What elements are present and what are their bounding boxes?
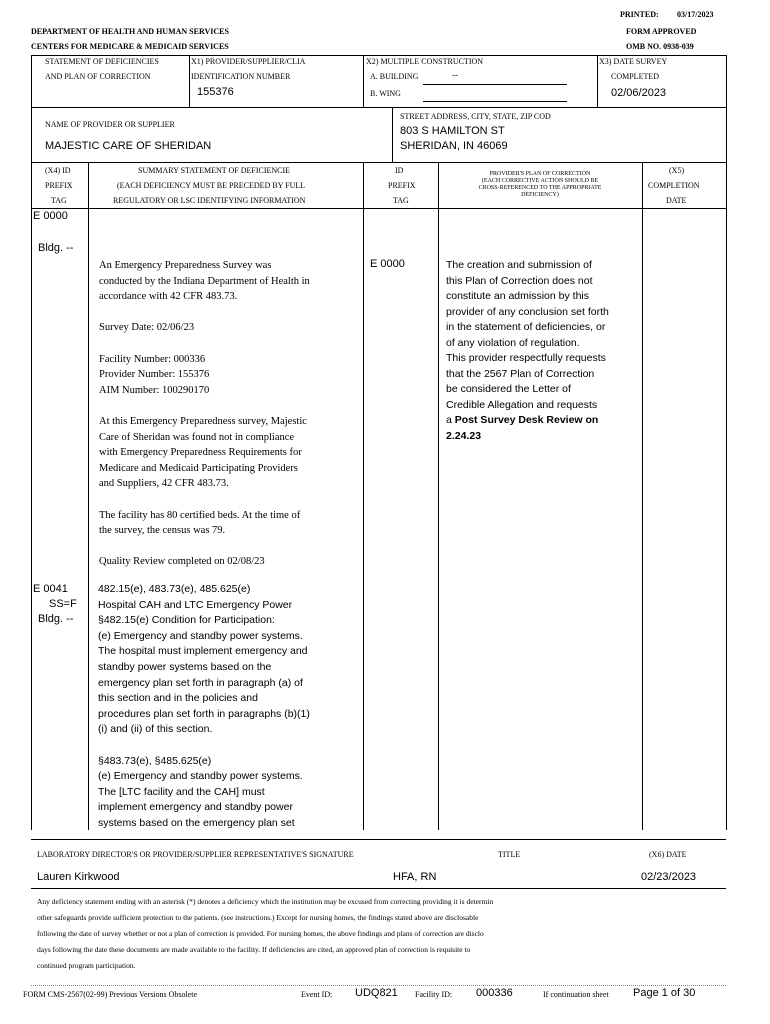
summary-line — [99, 492, 361, 508]
plan-line: in the statement of deficiencies, or — [446, 321, 606, 333]
building-tag-1: Bldg. -- — [38, 242, 74, 254]
plan-line-bold — [446, 413, 640, 429]
form-approved: FORM APPROVED — [626, 27, 697, 36]
continuation-label: If continuation sheet — [543, 990, 609, 999]
x5-header-2: COMPLETION — [648, 181, 700, 190]
provider-name-label: NAME OF PROVIDER OR SUPPLIER — [45, 120, 175, 129]
printed-label: PRINTED: — [620, 10, 659, 19]
disclaimer-line: days following the date these documents are made available to the facility. If deficiencies are cited, an approved plan of correction is requisite to — [37, 945, 471, 954]
address-line-1: 803 S HAMILTON ST — [400, 125, 505, 137]
printed-date: 03/17/2023 — [677, 10, 714, 19]
id-header-2: PREFIX — [388, 181, 416, 190]
facility-id-value: 000336 — [476, 987, 513, 999]
wing-label: B. WING — [370, 89, 401, 98]
x5-header-1: (X5) — [669, 166, 685, 175]
statement-label-1: STATEMENT OF DEFICIENCIES — [45, 57, 159, 66]
x1-label-1: X1) PROVIDER/SUPPLIER/CLIA — [191, 57, 306, 66]
provider-name-value: MAJESTIC CARE OF SHERIDAN — [45, 140, 212, 152]
title-label: TITLE — [498, 850, 521, 859]
disclaimer-line: following the date of survey whether or not a plan of correction is provided. For nursing homes, the above findings and plans of correction are disclo — [37, 929, 484, 938]
summary-header-3: REGULATORY OR LSC IDENTIFYING INFORMATION — [113, 196, 306, 205]
plan-line: constitute an admission by this — [446, 290, 589, 302]
page-number: Page 1 of 30 — [633, 987, 696, 999]
summary-line: with Emergency Preparedness Requirements for — [99, 447, 302, 459]
plan-header-2: (EACH CORRECTIVE ACTION SHOULD BE — [481, 178, 599, 184]
summary-line: systems based on the emergency plan set — [98, 816, 295, 829]
summary-line: procedures plan set forth in paragraphs (b)(1) — [98, 707, 310, 720]
summary-line: (i) and (ii) of this section. — [98, 723, 213, 736]
desk-review-request: Post Survey Desk Review on — [454, 414, 599, 426]
x5-header-3: DATE — [666, 196, 687, 205]
plan-line: The creation and submission of — [446, 259, 592, 271]
summary-line: At this Emergency Preparedness survey, Majestic — [99, 415, 307, 427]
plan-line: Credible Allegation and requests — [446, 398, 598, 411]
plan-header-4: DEFICIENCY) — [521, 192, 559, 198]
scope-severity: SS=F — [49, 598, 77, 610]
summary-line: §482.15(e) Condition for Participation: — [98, 614, 275, 627]
summary-line: §483.73(e), §485.625(e) — [98, 754, 212, 767]
address-line-2: SHERIDAN, IN 46069 — [400, 140, 508, 152]
signature-label: LABORATORY DIRECTOR'S OR PROVIDER/SUPPLIER REPRESENTATIVE'S SIGNATURE — [37, 850, 354, 859]
desk-review-date: 2.24.23 — [446, 429, 482, 442]
summary-line — [99, 539, 361, 555]
x2-label: X2) MULTIPLE CONSTRUCTION — [366, 57, 484, 66]
plan-block-1 — [446, 258, 640, 444]
plan-header — [440, 171, 640, 199]
disclaimer — [37, 894, 727, 974]
event-id-value: UDQ821 — [355, 987, 398, 999]
summary-line — [99, 305, 361, 321]
summary-line — [98, 738, 362, 754]
centers-name: CENTERS FOR MEDICARE & MEDICAID SERVICES — [31, 42, 229, 51]
summary-line: standby power systems based on the — [98, 660, 272, 673]
summary-header-1: SUMMARY STATEMENT OF DEFICIENCIE — [138, 166, 291, 175]
x4-header-1: (X4) ID — [45, 166, 71, 175]
tag-e0041: E 0041 — [33, 583, 68, 595]
signature-date: 02/23/2023 — [641, 871, 697, 883]
disclaimer-line: other safeguards provide sufficient protection to the patients. (see instructions.) Except for nursing homes, the findings stated above are disclosable — [37, 913, 479, 922]
summary-line: emergency plan set forth in paragraph (a) of — [98, 676, 303, 689]
signature-date-label: (X6) DATE — [649, 850, 687, 859]
summary-line — [99, 336, 361, 352]
summary-line: 482.15(e), 483.73(e), 485.625(e) — [98, 583, 251, 595]
provider-id-value: 155376 — [197, 86, 234, 98]
disclaimer-line: Any deficiency statement ending with an asterisk (*) denotes a deficiency which the institution may be excused from correcting providing it is determin — [37, 897, 494, 906]
event-id-label: Event ID: — [301, 990, 333, 999]
summary-line — [99, 398, 361, 414]
id-header-3: TAG — [393, 196, 409, 205]
summary-line: and Suppliers, 42 CFR 483.73. — [99, 478, 229, 490]
summary-line: (e) Emergency and standby power systems. — [98, 629, 303, 642]
x3-label-2: COMPLETED — [611, 72, 659, 81]
summary-line: Hospital CAH and LTC Emergency Power — [98, 598, 293, 611]
tag-e0000: E 0000 — [33, 210, 68, 222]
department-name: DEPARTMENT OF HEALTH AND HUMAN SERVICES — [31, 27, 229, 36]
summary-line: The facility has 80 certified beds. At the time of — [99, 509, 301, 521]
right-tag-e0000: E 0000 — [370, 258, 405, 270]
omb-number: OMB NO. 0938-039 — [626, 42, 694, 51]
statement-label-2: AND PLAN OF CORRECTION — [45, 72, 151, 81]
summary-line: Quality Review completed on 02/08/23 — [99, 556, 265, 568]
summary-line: this section and in the policies and — [98, 692, 258, 705]
facility-id-label: Facility ID: — [415, 990, 453, 999]
summary-block-1 — [99, 258, 361, 570]
summary-line: (e) Emergency and standby power systems. — [98, 770, 303, 783]
summary-line: AIM Number: 100290170 — [99, 384, 210, 396]
summary-line: the survey, the census was 79. — [99, 525, 226, 537]
plan-line: that the 2567 Plan of Correction — [446, 367, 595, 380]
x4-header-2: PREFIX — [45, 181, 73, 190]
x4-header-3: TAG — [51, 196, 67, 205]
plan-line: of any violation of regulation. — [446, 336, 580, 349]
summary-line: Care of Sheridan was found not in compliance — [99, 431, 295, 443]
x3-label-1: X3) DATE SURVEY — [599, 57, 668, 66]
plan-bold-prefix: a — [446, 414, 455, 426]
signer-title: HFA, RN — [393, 871, 437, 883]
summary-line: implement emergency and standby power — [98, 801, 293, 814]
x1-label-2: IDENTIFICATION NUMBER — [191, 72, 291, 81]
address-label: STREET ADDRESS, CITY, STATE, ZIP COD — [400, 112, 551, 121]
plan-header-3: CROSS-REFERENCED TO THE APPROPRIATE — [478, 185, 602, 191]
summary-line: conducted by the Indiana Department of Health in — [99, 275, 310, 287]
summary-line: An Emergency Preparedness Survey was — [99, 260, 272, 271]
plan-line: provider of any conclusion set forth — [446, 305, 609, 318]
plan-line: This provider respectfully requests — [446, 352, 606, 364]
building-value: -- — [452, 70, 458, 80]
plan-line: be considered the Letter of — [446, 383, 571, 395]
disclaimer-line: continued program participation. — [37, 961, 136, 970]
summary-header-2: (EACH DEFICIENCY MUST BE PRECEDED BY FULL — [117, 181, 306, 190]
summary-line: Medicare and Medicaid Participating Providers — [99, 462, 298, 474]
summary-line: The hospital must implement emergency and — [98, 645, 308, 658]
summary-line: The [LTC facility and the CAH] must — [98, 785, 265, 798]
summary-line: Facility Number: 000336 — [99, 353, 206, 365]
id-header-1: ID — [395, 166, 404, 175]
summary-line: Survey Date: 02/06/23 — [99, 322, 195, 334]
form-number: FORM CMS-2567(02-99) Previous Versions Obsolete — [23, 990, 198, 999]
signer-name: Lauren Kirkwood — [37, 871, 120, 883]
building-label: A. BUILDING — [370, 72, 419, 81]
plan-header-1: PROVIDER'S PLAN OF CORRECTION — [489, 171, 591, 177]
summary-block-2 — [98, 582, 362, 832]
survey-date-value: 02/06/2023 — [611, 87, 667, 99]
summary-line: Provider Number: 155376 — [99, 369, 210, 381]
summary-line: accordance with 42 CFR 483.73. — [99, 291, 238, 303]
building-tag-2: Bldg. -- — [38, 613, 74, 625]
plan-line: this Plan of Correction does not — [446, 274, 593, 287]
